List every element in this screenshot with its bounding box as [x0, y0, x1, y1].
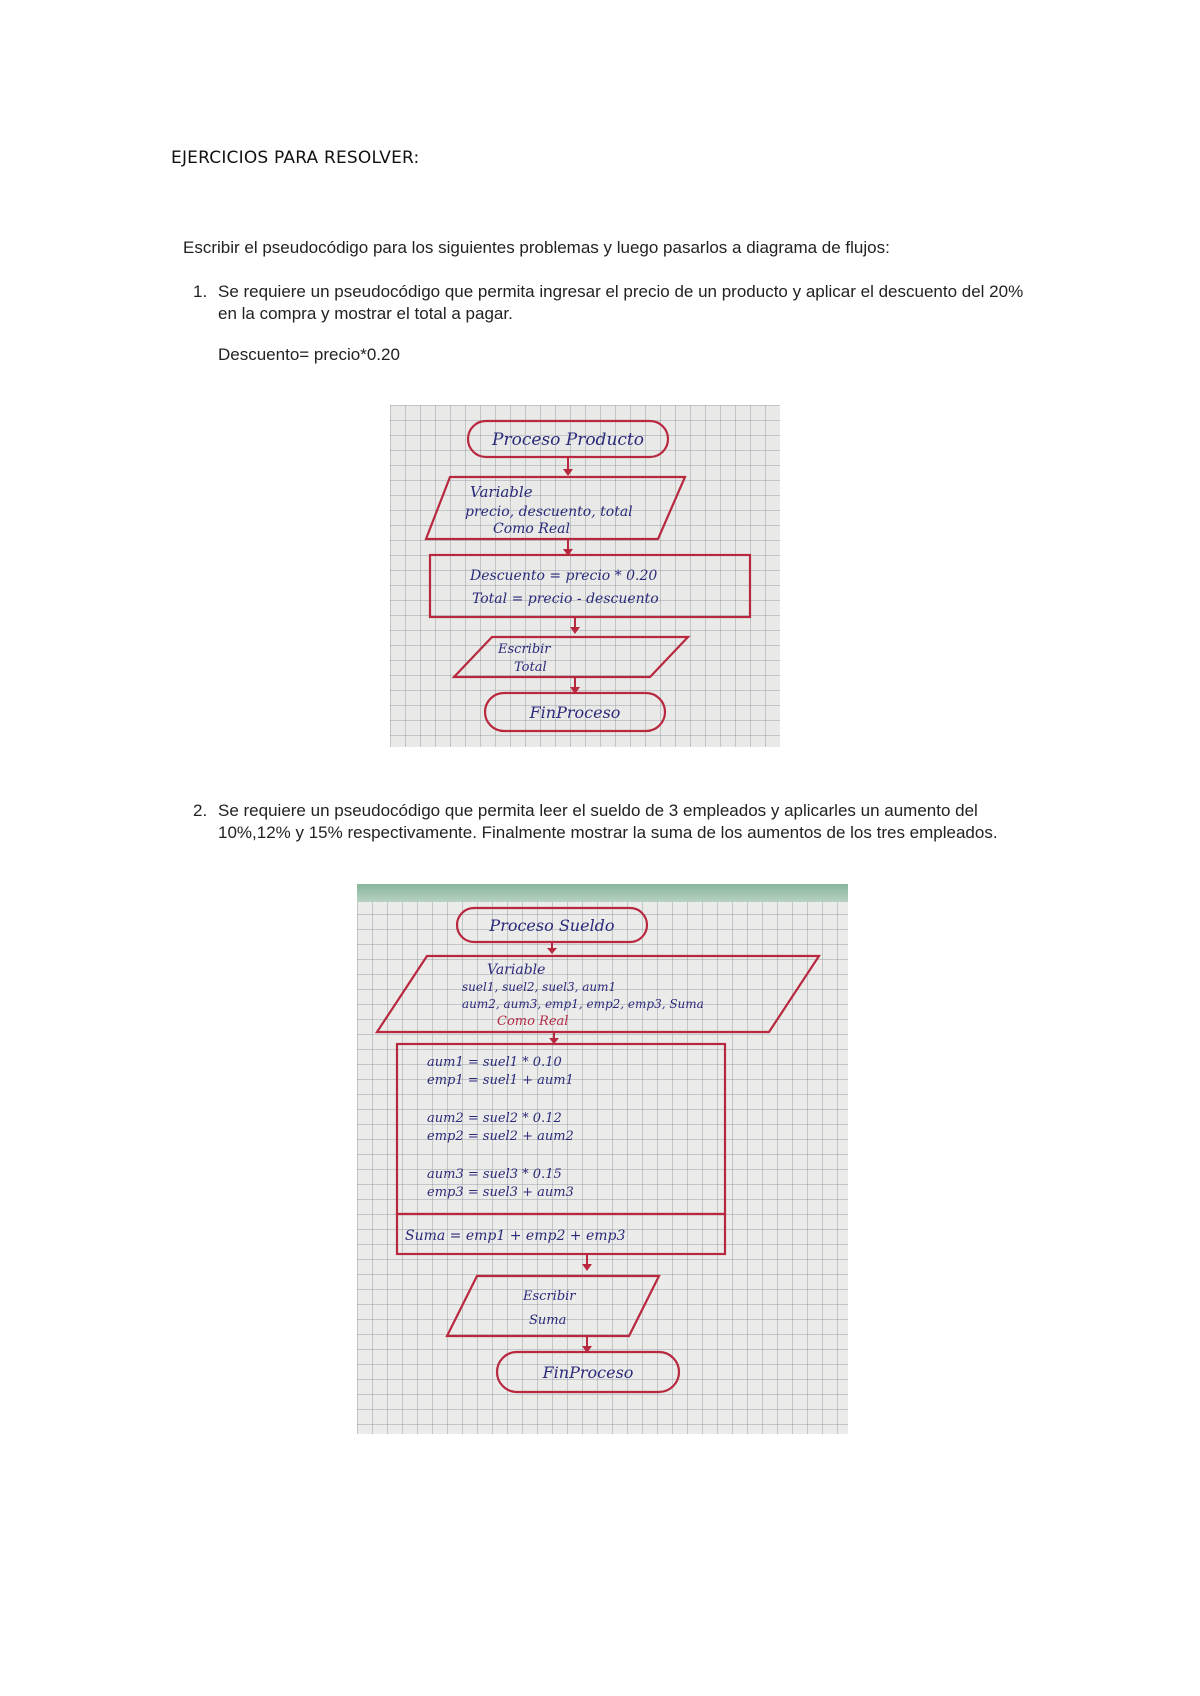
discount-formula: Descuento= precio*0.20: [218, 345, 400, 364]
variables-list: precio, descuento, total: [465, 504, 633, 520]
process-line: emp3 = suel3 + aum3: [427, 1185, 574, 1200]
process-line-1: Descuento = precio * 0.20: [470, 568, 658, 584]
variables-line-1: suel1, suel2, suel3, aum1: [462, 980, 617, 994]
arrowhead: [563, 469, 573, 476]
process-line: emp1 = suel1 + aum1: [427, 1073, 574, 1088]
end-label: FinProceso: [529, 703, 621, 722]
variables-line-2: aum2, aum3, emp1, emp2, emp3, Suma: [462, 997, 704, 1011]
flowchart-2-drawing: [357, 884, 848, 1434]
start-label: Proceso Sueldo: [489, 916, 615, 935]
process-line-2: Total = precio - descuento: [472, 591, 659, 607]
arrowhead: [570, 627, 580, 634]
flowchart-photo-2: [357, 884, 848, 1434]
exercise-number: 1.: [193, 282, 208, 301]
document-heading: EJERCICIOS PARA RESOLVER:: [171, 148, 420, 168]
process-line: emp2 = suel2 + aum2: [427, 1129, 574, 1144]
variables-type: Como Real: [493, 521, 570, 537]
output-shape: [454, 637, 688, 677]
sum-line: Suma = emp1 + emp2 + emp3: [405, 1228, 626, 1244]
output-line-2: Total: [514, 660, 547, 675]
output-line-1: Escribir: [523, 1289, 576, 1304]
exercise-number: 2.: [193, 801, 208, 820]
output-line-1: Escribir: [498, 642, 551, 657]
flowchart-1-drawing: [390, 405, 780, 747]
output-line-2: Suma: [529, 1313, 567, 1328]
arrowhead: [547, 948, 557, 954]
process-line: aum1 = suel1 * 0.10: [427, 1055, 562, 1070]
arrowhead: [582, 1264, 592, 1271]
exercise-text: Se requiere un pseudocódigo que permita leer el sueldo de 3 empleados y aplicarles un aumento del 10%,12% y 15% respectivamente. Finalmente mostrar la suma de los aumentos de los tres empleados.: [218, 801, 998, 842]
flowchart-photo-1: [390, 405, 780, 747]
process-line: aum2 = suel2 * 0.12: [427, 1111, 562, 1126]
end-label: FinProceso: [542, 1363, 634, 1382]
variables-title: Variable: [470, 483, 533, 501]
process-line: aum3 = suel3 * 0.15: [427, 1167, 562, 1182]
process-box: [430, 555, 750, 617]
variables-input-shape: [377, 956, 819, 1032]
instructions-text: Escribir el pseudocódigo para los siguientes problemas y luego pasarlos a diagrama de flujos:: [183, 238, 890, 257]
start-label: Proceso Producto: [492, 430, 644, 450]
variables-type: Como Real: [497, 1014, 569, 1029]
exercise-text: Se requiere un pseudocódigo que permita ingresar el precio de un producto y aplicar el descuento del 20% en la compra y mostrar el total a pagar.: [218, 282, 1024, 323]
variables-title: Variable: [487, 962, 546, 978]
